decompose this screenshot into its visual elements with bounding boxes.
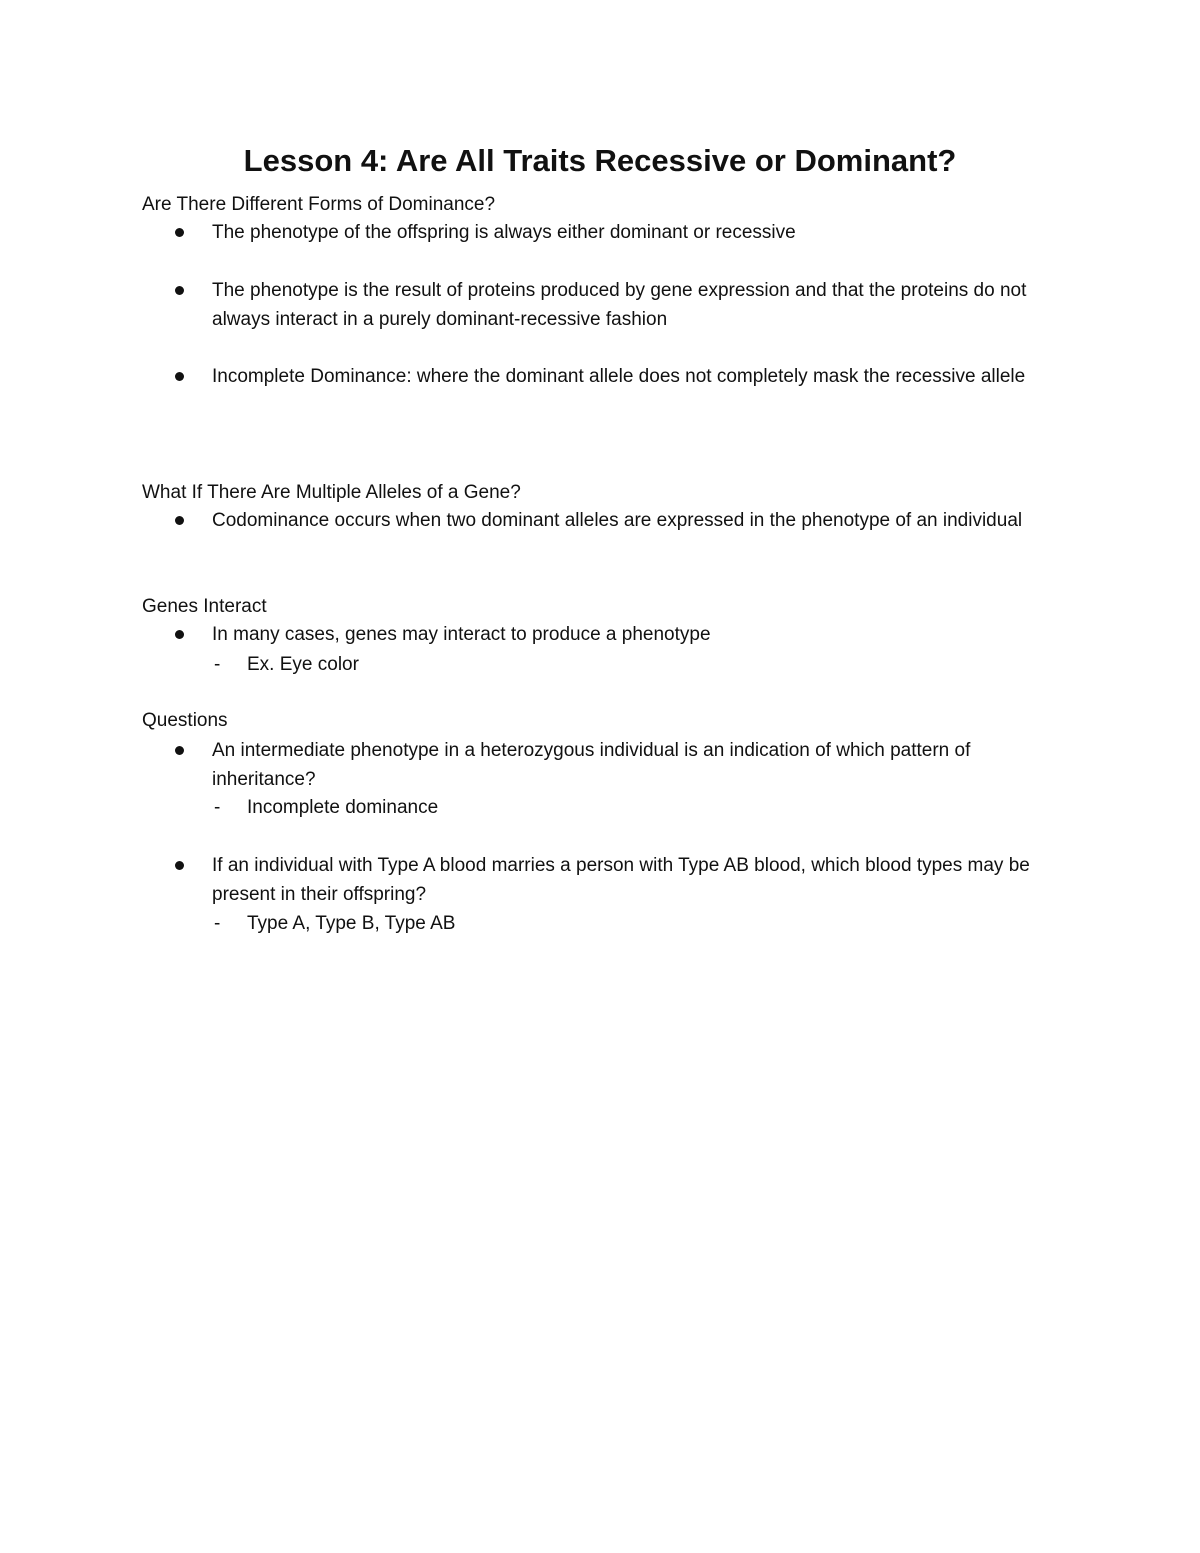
bullet-text: In many cases, genes may interact to produce a phenotype bbox=[212, 624, 711, 645]
bullet-icon bbox=[175, 228, 184, 237]
sub-bullet-marker: - bbox=[214, 797, 221, 818]
bullet-icon bbox=[175, 630, 184, 639]
bullet-icon bbox=[175, 516, 184, 525]
question-text: An intermediate phenotype in a heterozygous individual is an indication of which pattern of inheritance? bbox=[212, 740, 971, 790]
sub-bullet-marker: - bbox=[214, 913, 221, 934]
question-text: If an individual with Type A blood marries a person with Type AB blood, which blood types may be present in their offspring? bbox=[212, 855, 1030, 905]
section-heading-multiple-alleles: What If There Are Multiple Alleles of a Gene? bbox=[142, 482, 521, 503]
section-heading-questions: Questions bbox=[142, 710, 228, 731]
sub-bullet-marker: - bbox=[214, 654, 221, 675]
sub-bullet-text: Ex. Eye color bbox=[247, 654, 359, 675]
bullet-icon bbox=[175, 286, 184, 295]
section-heading-dominance-forms: Are There Different Forms of Dominance? bbox=[142, 194, 496, 215]
bullet-icon bbox=[175, 372, 184, 381]
bullet-text: Codominance occurs when two dominant alleles are expressed in the phenotype of an individual bbox=[212, 510, 1023, 531]
section-heading-genes-interact: Genes Interact bbox=[142, 596, 267, 617]
answer-text: Type A, Type B, Type AB bbox=[247, 913, 456, 934]
bullet-icon bbox=[175, 746, 184, 755]
answer-text: Incomplete dominance bbox=[247, 797, 439, 818]
bullet-text: The phenotype of the offspring is always either dominant or recessive bbox=[212, 222, 796, 243]
bullet-text: The phenotype is the result of proteins produced by gene expression and that the proteins do not always interact in a purely dominant-recessive fashion bbox=[212, 280, 1027, 330]
page-title: Lesson 4: Are All Traits Recessive or Dominant? bbox=[243, 143, 957, 178]
bullet-icon bbox=[175, 861, 184, 870]
bullet-text: Incomplete Dominance: where the dominant allele does not completely mask the recessive allele bbox=[212, 366, 1026, 387]
